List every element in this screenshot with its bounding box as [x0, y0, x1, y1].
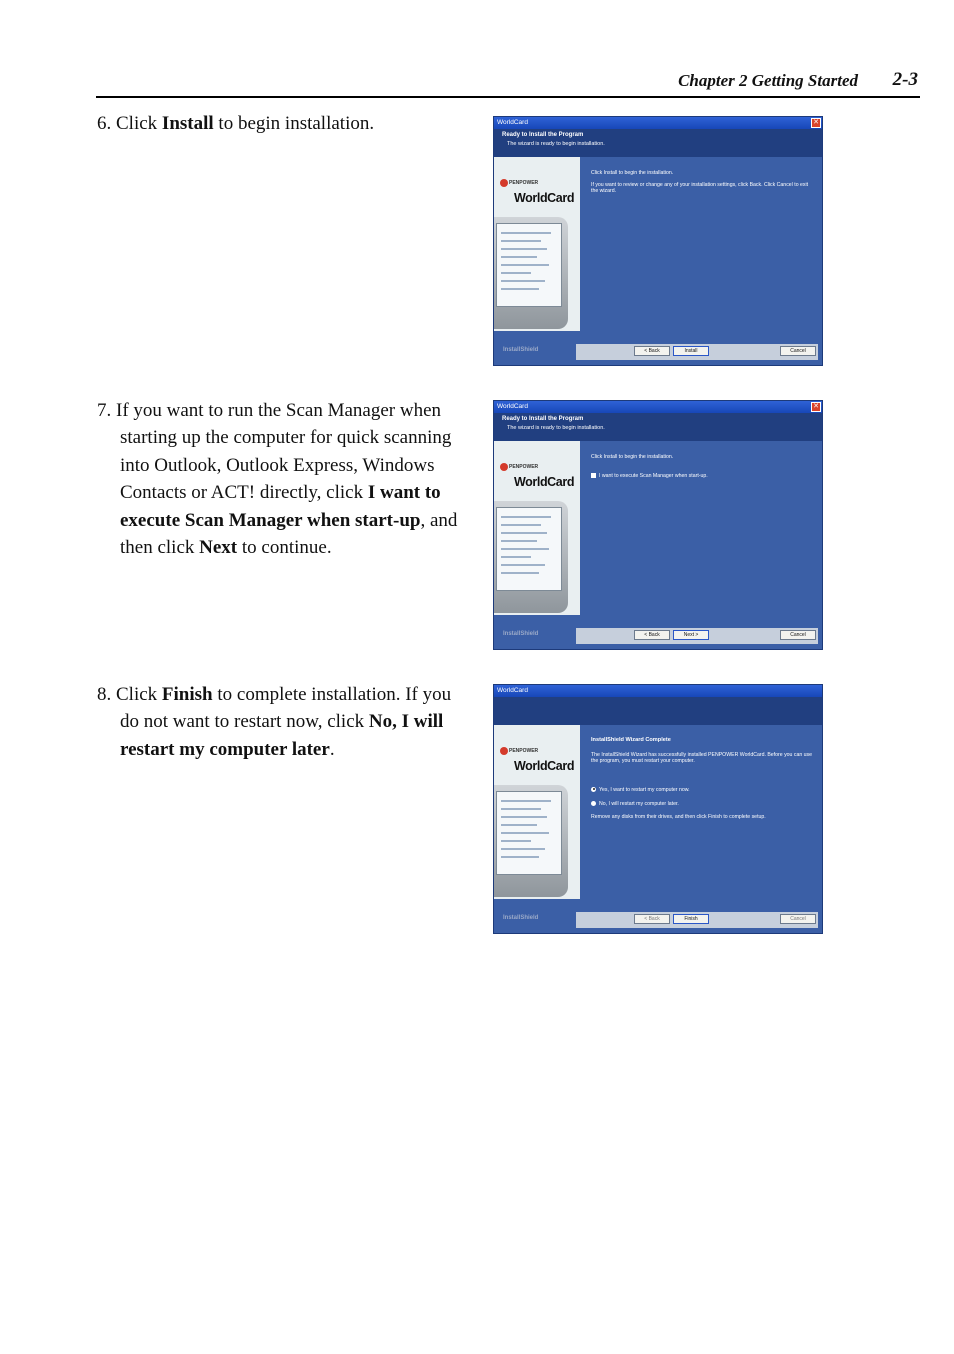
back-button[interactable]: < Back: [634, 914, 670, 924]
content-line: The InstallShield Wizard has successfully installed PENPOWER WorldCard. Before you can use the program, you must restart your computer.: [591, 751, 813, 764]
content-line: Click Install to begin the installation.: [591, 454, 674, 460]
step-8: [97, 681, 467, 763]
dialog-subheading: The wizard is ready to begin installation.: [507, 425, 605, 431]
dialog-heading: Ready to Install the Program: [502, 132, 584, 138]
radio-label: No, I will restart my computer later.: [599, 801, 679, 807]
page-number: 2-3: [892, 69, 918, 90]
cancel-button[interactable]: Cancel: [780, 630, 816, 640]
step-6-emphasis: Install: [161, 113, 214, 134]
step-7-text-mid: , and then click: [120, 509, 458, 559]
scan-manager-dialog-screenshot: [493, 400, 823, 650]
brand-label: PENPOWER: [509, 464, 539, 470]
product-name: WorldCard: [514, 475, 575, 489]
installshield-label: InstallShield: [503, 631, 539, 637]
penpower-logo-icon: [500, 179, 508, 187]
radio-icon[interactable]: [591, 801, 596, 806]
restart-later-radio[interactable]: [591, 801, 814, 808]
step-7: [97, 397, 467, 561]
step-8-emphasis-finish: Finish: [161, 684, 213, 705]
dialog-heading: Ready to Install the Program: [502, 416, 584, 422]
monitor-illustration-icon: [494, 501, 568, 613]
dialog-content: [591, 737, 814, 825]
step-6-text: 6. Click: [97, 113, 162, 134]
monitor-illustration-icon: [494, 217, 568, 329]
window-titlebar: WorldCard: [494, 401, 822, 413]
product-side-panel: [494, 441, 580, 617]
brand-label: PENPOWER: [509, 180, 539, 186]
dialog-banner: [494, 413, 822, 441]
next-button[interactable]: Next >: [673, 630, 709, 640]
cancel-button[interactable]: Cancel: [780, 346, 816, 356]
dialog-subheading: The wizard is ready to begin installation.: [507, 141, 605, 147]
step-6: [97, 110, 467, 137]
close-icon[interactable]: ✕: [811, 402, 821, 412]
product-name: WorldCard: [514, 191, 575, 205]
product-side-panel: [494, 157, 580, 333]
window-titlebar: WorldCard: [494, 685, 822, 697]
penpower-logo-icon: [500, 463, 508, 471]
content-line: Click Install to begin the installation.: [591, 170, 674, 176]
install-dialog-screenshot: [493, 116, 823, 366]
window-titlebar: WorldCard: [494, 117, 822, 129]
radio-selected-icon[interactable]: [591, 787, 596, 792]
step-6-text-end: to begin installation.: [213, 113, 375, 134]
dialog-footer: [494, 899, 822, 933]
restart-now-radio[interactable]: [591, 787, 814, 794]
step-8-text: 8. Click: [97, 684, 162, 705]
scan-manager-checkbox[interactable]: [591, 473, 814, 480]
page-header: [96, 68, 920, 98]
complete-title: InstallShield Wizard Complete: [591, 737, 671, 743]
radio-label: Yes, I want to restart my computer now.: [599, 786, 690, 793]
product-name: WorldCard: [514, 759, 575, 773]
finish-button[interactable]: Finish: [673, 914, 709, 924]
step-7-emphasis-option: I want to execute Scan Manager when start-up: [120, 482, 441, 531]
chapter-title: Chapter 2 Getting Started: [678, 71, 858, 90]
finish-dialog-screenshot: [493, 684, 823, 934]
content-line: If you want to review or change any of your installation settings, click Back. Click Cancel to exit the wizard.: [591, 181, 809, 194]
checkbox-label: I want to execute Scan Manager when start-up.: [599, 472, 708, 479]
back-button[interactable]: < Back: [634, 630, 670, 640]
step-7-text: 7. If you want to run the Scan Manager when starting up the computer for quick scanning into Outlook, Outlook Express, Windows Contacts or ACT! directly, click: [97, 400, 452, 504]
step-8-text-end: .: [329, 738, 335, 760]
dialog-banner: [494, 129, 822, 157]
penpower-logo-icon: [500, 747, 508, 755]
step-8-text-mid: to complete installation. If you do not want to restart now, click: [120, 684, 452, 733]
brand-label: PENPOWER: [509, 748, 539, 754]
remove-disks-note: Remove any disks from their drives, and then click Finish to complete setup.: [591, 813, 766, 820]
step-7-emphasis-next: Next: [199, 537, 238, 559]
installshield-label: InstallShield: [503, 347, 539, 353]
dialog-footer: [494, 615, 822, 649]
close-icon[interactable]: ✕: [811, 118, 821, 128]
dialog-footer: [494, 331, 822, 365]
checkbox-icon[interactable]: [591, 473, 596, 478]
installshield-label: InstallShield: [503, 915, 539, 921]
cancel-button[interactable]: Cancel: [780, 914, 816, 924]
dialog-content: [591, 170, 814, 200]
monitor-illustration-icon: [494, 785, 568, 897]
dialog-banner: [494, 697, 822, 725]
install-button[interactable]: Install: [673, 346, 709, 356]
product-side-panel: [494, 725, 580, 901]
back-button[interactable]: < Back: [634, 346, 670, 356]
step-8-emphasis-later: No, I will restart my computer later: [120, 711, 444, 760]
dialog-content: [591, 454, 814, 484]
step-7-text-end: to continue.: [237, 537, 332, 559]
